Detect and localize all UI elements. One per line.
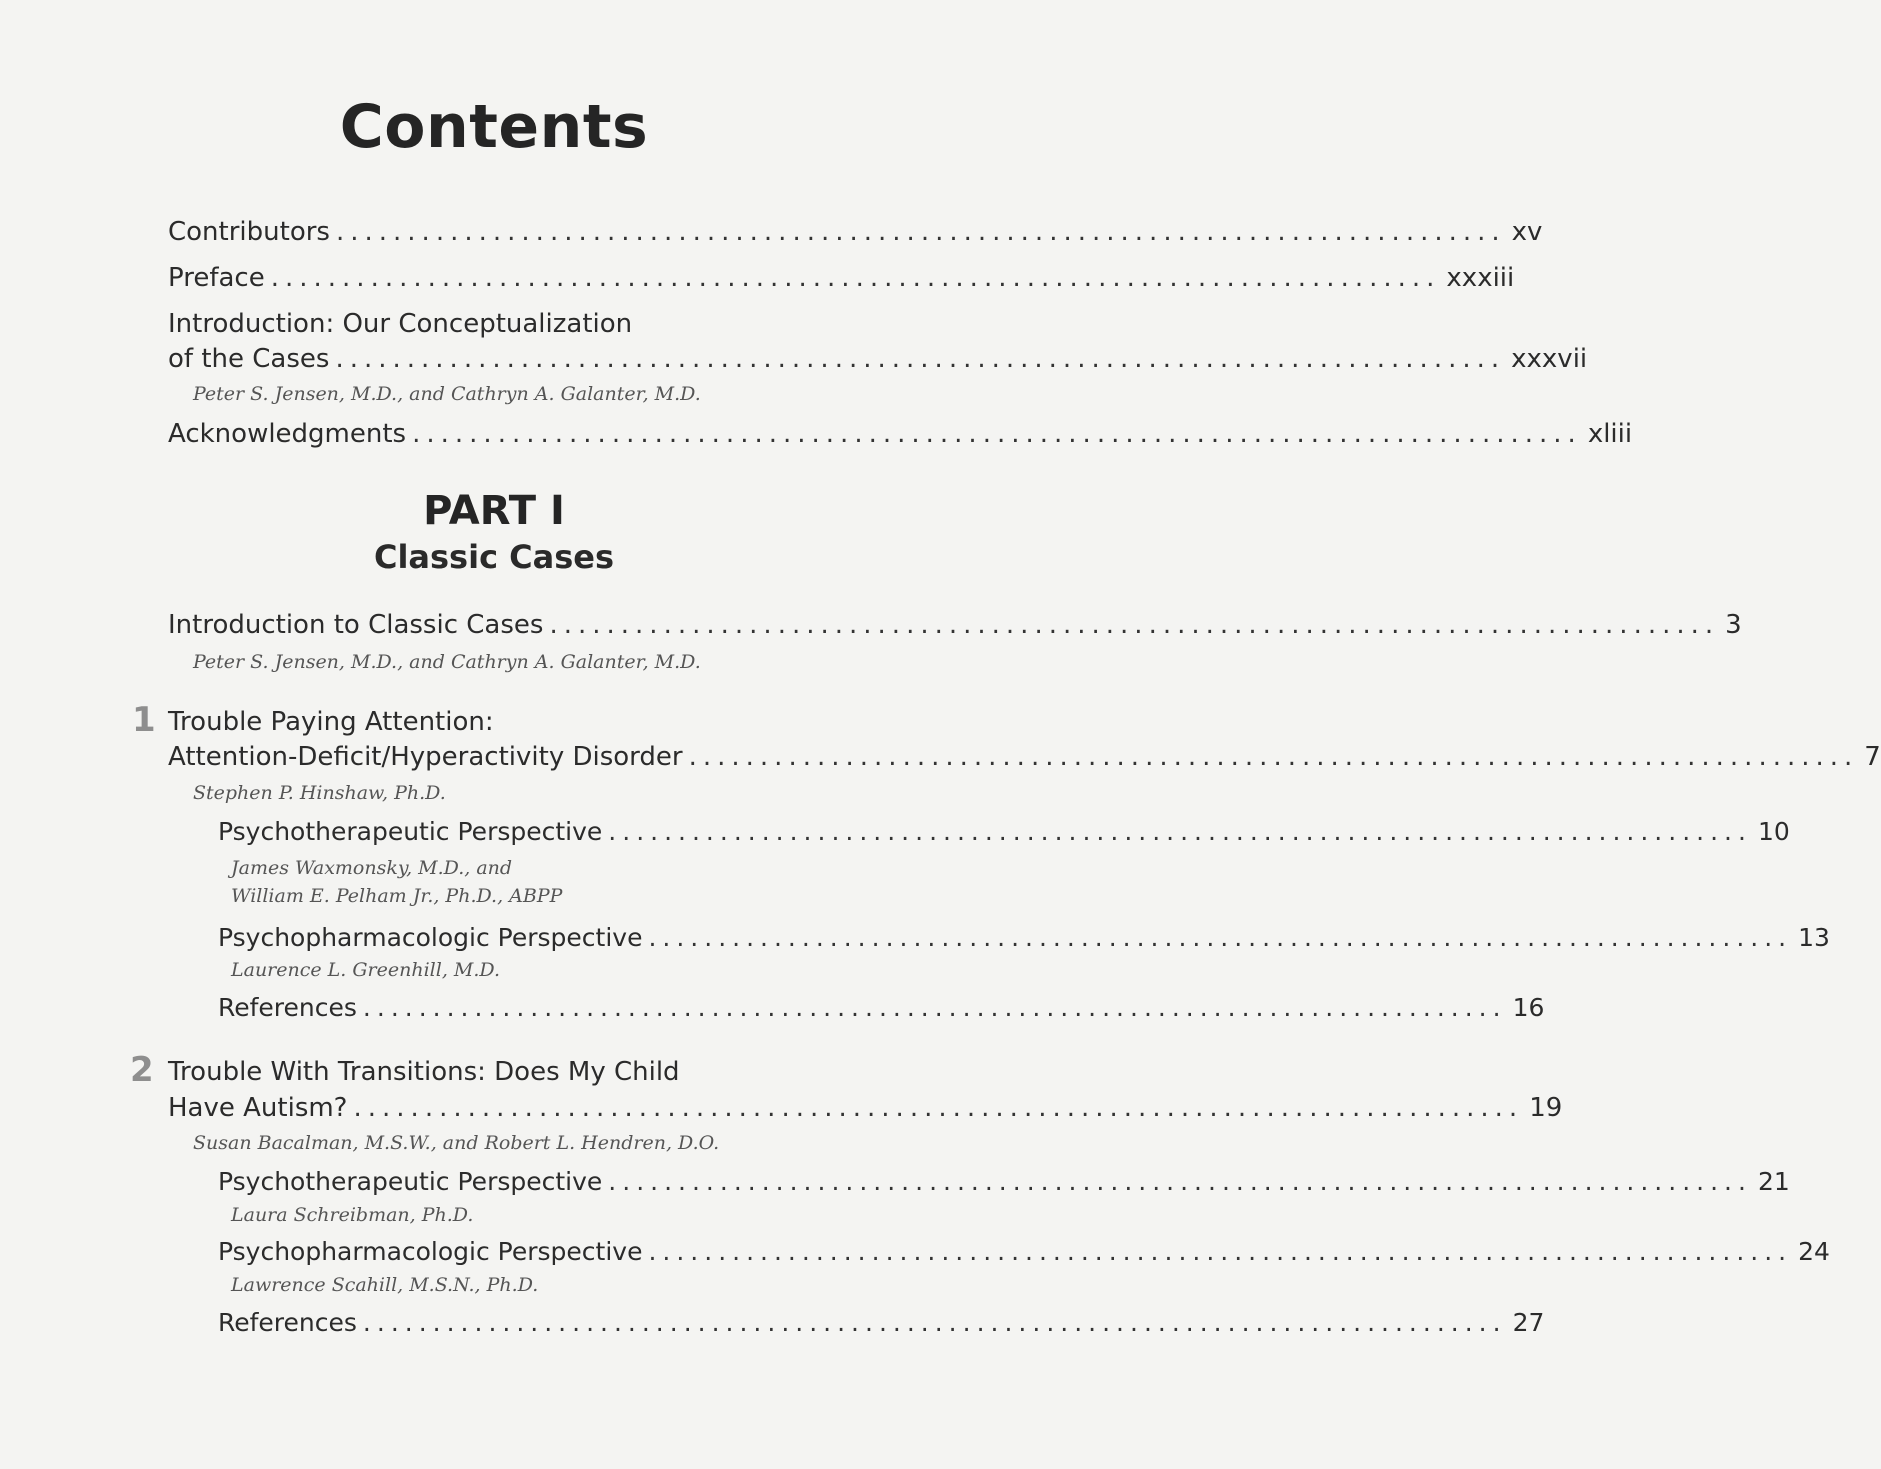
dot-leader: .................................................................................. (362, 993, 1507, 1022)
dot-leader: .................................................................................. (270, 263, 1441, 293)
entry-label: Psychopharmacologic Perspective (218, 1237, 643, 1266)
dot-leader: .................................................................................. (412, 419, 1582, 449)
entry-label: Acknowledgments (168, 419, 407, 449)
entry-label: of the Cases (168, 344, 330, 374)
dot-leader: .................................................................................. (353, 1093, 1524, 1123)
toc-entry-section[interactable] (218, 1234, 1830, 1270)
part-number: PART I (423, 488, 565, 534)
toc-entry-contributors[interactable] (168, 214, 1543, 250)
entry-label: Preface (168, 263, 265, 293)
toc-entry-references[interactable] (218, 990, 1545, 1026)
dot-leader: .................................................................................. (335, 217, 1506, 247)
entry-page: 16 (1512, 993, 1545, 1022)
entry-page: 13 (1798, 923, 1830, 952)
toc-entry-chapter-1[interactable] (168, 739, 1881, 775)
dot-leader: .................................................................................. (688, 742, 1859, 772)
chapter-number: 2 (130, 1050, 154, 1090)
entry-author: Laurence L. Greenhill, M.D. (231, 959, 500, 981)
page-title: Contents (339, 92, 649, 162)
dot-leader: .................................................................................. (648, 923, 1793, 952)
entry-label: Attention-Deficit/Hyperactivity Disorder (168, 742, 683, 772)
entry-label: Contributors (168, 217, 330, 247)
toc-entry-chapter-2[interactable] (168, 1090, 1563, 1126)
chapter-title-line1[interactable]: Trouble Paying Attention: (168, 707, 494, 737)
entry-page: xliii (1587, 419, 1633, 449)
entry-page: 19 (1529, 1093, 1563, 1123)
toc-entry-introduction[interactable] (168, 341, 1588, 377)
dot-leader: .................................................................................. (608, 817, 1752, 846)
entry-author: William E. Pelham Jr., Ph.D., ABPP (231, 885, 563, 907)
entry-label: References (218, 1308, 357, 1337)
entry-author: Susan Bacalman, M.S.W., and Robert L. Hendren, D.O. (193, 1132, 720, 1154)
entry-page: 10 (1757, 817, 1790, 846)
entry-author: Peter S. Jensen, M.D., and Cathryn A. Galanter, M.D. (193, 383, 701, 405)
entry-label-line1[interactable]: Introduction: Our Conceptualization (168, 309, 633, 339)
entry-author: Lawrence Scahill, M.S.N., Ph.D. (231, 1274, 539, 1296)
toc-entry-references[interactable] (218, 1305, 1545, 1341)
entry-label: Have Autism? (168, 1093, 348, 1123)
entry-label: Introduction to Classic Cases (168, 610, 544, 640)
entry-page: 7 (1864, 742, 1881, 772)
entry-label: References (218, 993, 357, 1022)
entry-author: Peter S. Jensen, M.D., and Cathryn A. Galanter, M.D. (193, 651, 701, 673)
chapter-title-line1[interactable]: Trouble With Transitions: Does My Child (168, 1057, 680, 1087)
entry-page: 24 (1798, 1237, 1830, 1266)
entry-label: Psychotherapeutic Perspective (218, 817, 603, 846)
dot-leader: .................................................................................. (608, 1167, 1752, 1196)
dot-leader: .................................................................................. (549, 610, 1720, 640)
entry-page: 27 (1512, 1308, 1545, 1337)
chapter-number: 1 (132, 700, 156, 740)
toc-entry-section[interactable] (218, 920, 1830, 956)
entry-page: 21 (1757, 1167, 1790, 1196)
toc-entry-acknowledgments[interactable] (168, 416, 1633, 452)
toc-entry-section[interactable] (218, 1164, 1790, 1200)
toc-entry-part-intro[interactable] (168, 607, 1742, 643)
dot-leader: .................................................................................. (362, 1308, 1507, 1337)
entry-page: xv (1511, 217, 1543, 247)
entry-page: xxxvii (1511, 344, 1588, 374)
entry-author: Stephen P. Hinshaw, Ph.D. (193, 782, 446, 804)
entry-author: James Waxmonsky, M.D., and (231, 857, 513, 879)
entry-author: Laura Schreibman, Ph.D. (231, 1204, 474, 1226)
entry-page: 3 (1725, 610, 1742, 640)
entry-page: xxxiii (1446, 263, 1515, 293)
part-title: Classic Cases (373, 538, 615, 576)
dot-leader: .................................................................................. (335, 344, 1506, 374)
toc-entry-section[interactable] (218, 814, 1790, 850)
dot-leader: .................................................................................. (648, 1237, 1793, 1266)
entry-label: Psychopharmacologic Perspective (218, 923, 643, 952)
toc-entry-preface[interactable] (168, 260, 1515, 296)
entry-label: Psychotherapeutic Perspective (218, 1167, 603, 1196)
